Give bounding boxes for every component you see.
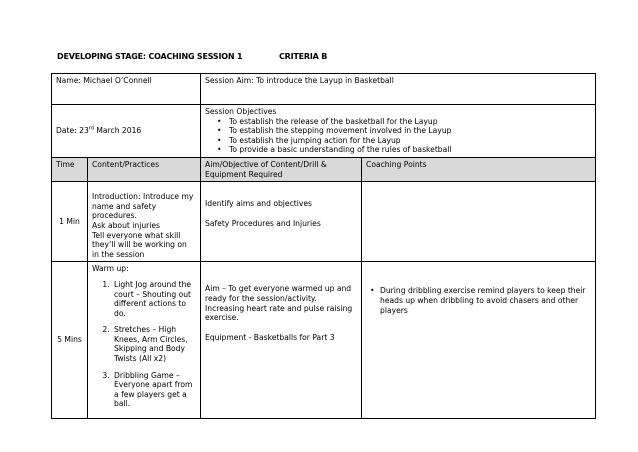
spacer — [205, 209, 357, 219]
table-row — [52, 182, 596, 262]
header-aim: Aim/Objective of Content/Drill & Equipment Required — [201, 157, 362, 181]
date-suffix: rd — [88, 125, 94, 132]
content-line: Ask about injuries — [92, 220, 160, 230]
date-day: Date: 23 — [56, 126, 89, 136]
name-row — [52, 74, 596, 105]
aim-line: Aim – To get everyone warmed up and ready for the session/activity. Increasing heart rate and pulse raising exercise. — [205, 284, 353, 323]
coach-name: Name: Michael O’Connell — [52, 74, 201, 105]
bullet-icon: • — [217, 145, 222, 155]
objectives-list — [205, 117, 591, 155]
bullet-icon: • — [217, 135, 222, 145]
content-line: Introduction: Introduce my name and safety procedures. — [92, 192, 194, 221]
session-date — [52, 105, 201, 158]
content-title: Warm up: — [92, 264, 129, 274]
bullet-icon: • — [370, 286, 375, 296]
row-content — [88, 262, 201, 419]
row-time: 5 Mins — [52, 262, 88, 419]
header-coaching-points: Coaching Points — [362, 157, 596, 181]
session-plan-table — [51, 73, 596, 419]
header-content: Content/Practices — [88, 157, 201, 181]
document-heading — [57, 52, 328, 61]
objective-item: • To provide a basic understanding of the rules of basketball — [217, 145, 452, 155]
content-line: Tell everyone what skill they’ll will be working on in the session — [92, 230, 187, 259]
bullet-icon: • — [217, 126, 222, 136]
aim-line: Safety Procedures and Injuries — [205, 218, 321, 228]
date-row — [52, 105, 596, 158]
row-coaching-points — [362, 182, 596, 262]
table-header-row — [52, 157, 596, 181]
list-item: 1. Light Jog around the court – Shouting out different actions to do. — [112, 280, 196, 318]
objective-item: • To establish the release of the basketball for the Layup — [217, 116, 438, 126]
coaching-list — [366, 286, 591, 315]
coaching-item: • During dribbling exercise remind players to keep their heads up when dribbling to avoid chasers and other players — [370, 286, 586, 315]
session-aim: Session Aim: To introduce the Layup in Basketball — [201, 74, 596, 105]
row-aim — [201, 262, 362, 419]
aim-line: Equipment - Basketballs for Part 3 — [205, 332, 335, 342]
list-item: 2. Stretches – High Knees, Arm Circles, Skipping and Body Twists (All x2) — [112, 325, 196, 363]
criteria-title: CRITERIA B — [279, 52, 328, 61]
list-item: 3. Dribbling Game – Everyone apart from a few players get a ball. — [112, 371, 196, 409]
bullet-icon: • — [217, 116, 222, 126]
session-objectives — [201, 105, 596, 158]
spacer — [205, 323, 357, 333]
header-time: Time — [52, 157, 88, 181]
stage-title: DEVELOPING STAGE: COACHING SESSION 1 — [57, 52, 243, 61]
table-row — [52, 262, 596, 419]
objective-item: • To establish the stepping movement involved in the Layup — [217, 126, 452, 136]
warmup-list — [92, 280, 196, 409]
date-month-year: March 2016 — [93, 126, 142, 136]
aim-line: Identify aims and objectives — [205, 199, 312, 209]
objective-item: • To establish the jumping action for the Layup — [217, 135, 401, 145]
row-aim — [201, 182, 362, 262]
row-content — [88, 182, 201, 262]
objectives-title: Session Objectives — [205, 107, 277, 116]
row-coaching-points — [362, 262, 596, 419]
row-time: 1 Min — [52, 182, 88, 262]
